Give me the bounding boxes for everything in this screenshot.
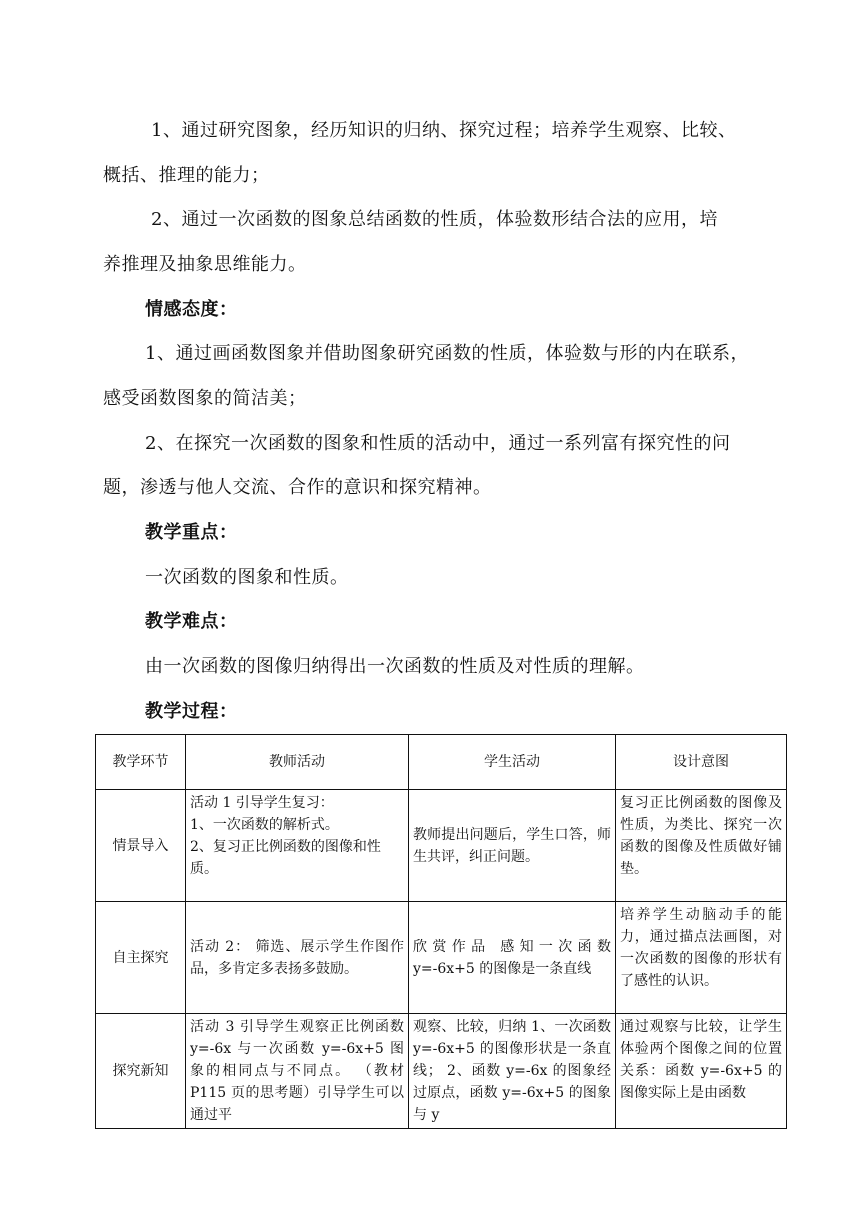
stage-cell: 情景导入 [96, 790, 186, 902]
objective-1-line-2: 概括、推理的能力； [103, 165, 270, 186]
table-row [96, 790, 787, 902]
emotion-heading: 情感态度： [145, 299, 238, 320]
difficulty-text: 由一次函数的图像归纳得出一次函数的性质及对性质的理解。 [145, 656, 645, 677]
stage-cell: 自主探究 [96, 902, 186, 1014]
objective-1-line-1: 1、通过研究图象，经历知识的归纳、探究过程；培养学生观察、比较、 [151, 120, 737, 141]
stage-cell: 探究新知 [96, 1014, 186, 1129]
key-point-heading: 教学重点： [145, 522, 238, 543]
student-activity-cell: 欣赏作品 感知一次函数 y=-6x+5 的图像是一条直线 [409, 902, 616, 1014]
header-stage: 教学环节 [96, 735, 186, 790]
teacher-activity-cell: 活动 3 引导学生观察正比例函数 y=-6x 与一次函数 y=-6x+5 图象的相同点与不同点。 （教材 P115 页的思考题）引导学生可以通过平 [186, 1014, 409, 1129]
difficulty-heading: 教学难点： [145, 611, 238, 632]
emotion-1-line-2: 感受函数图象的简洁美； [103, 388, 307, 409]
header-teacher: 教师活动 [186, 735, 409, 790]
key-point-text: 一次函数的图象和性质。 [145, 567, 349, 588]
design-intent-cell: 培养学生动脑动手的能力，通过描点法画图，对一次函数的图像的形状有了感性的认识。 [616, 902, 787, 1014]
objective-2-line-1: 2、通过一次函数的图象总结函数的性质，体验数形结合法的应用，培 [151, 209, 718, 230]
student-activity-cell: 教师提出问题后，学生口答，师生共评，纠正问题。 [409, 790, 616, 902]
table-row [96, 902, 787, 1014]
design-intent-cell: 通过观察与比较，让学生体验两个图像之间的位置关系：函数 y=-6x+5 的图像实际上是由函数 [616, 1014, 787, 1129]
table-header-row [96, 735, 787, 790]
emotion-2-line-1: 2、在探究一次函数的图象和性质的活动中，通过一系列富有探究性的问 [145, 433, 731, 454]
teacher-activity-cell: 活动 2： 筛选、展示学生作图作品，多肯定多表扬多鼓励。 [186, 902, 409, 1014]
lesson-plan-table [95, 734, 787, 1129]
teacher-activity-cell: 活动 1 引导学生复习： 1、一次函数的解析式。 2、复习正比例函数的图像和性质。 [186, 790, 409, 902]
emotion-2-line-2: 题，渗透与他人交流、合作的意识和探究精神。 [103, 477, 492, 498]
student-activity-cell: 观察、比较，归纳 1、一次函数 y=-6x+5 的图像形状是一条直线； 2、函数 y=-6x 的图象经过原点，函数 y=-6x+5 的图象与 y [409, 1014, 616, 1129]
header-student: 学生活动 [409, 735, 616, 790]
process-heading: 教学过程： [145, 701, 238, 722]
table-row [96, 1014, 787, 1129]
emotion-1-line-1: 1、通过画函数图象并借助图象研究函数的性质，体验数与形的内在联系， [145, 343, 749, 364]
design-intent-cell: 复习正比例函数的图像及性质，为类比、探究一次函数的图像及性质做好铺垫。 [616, 790, 787, 902]
header-intent: 设计意图 [616, 735, 787, 790]
objective-2-line-2: 养推理及抽象思维能力。 [103, 254, 307, 275]
